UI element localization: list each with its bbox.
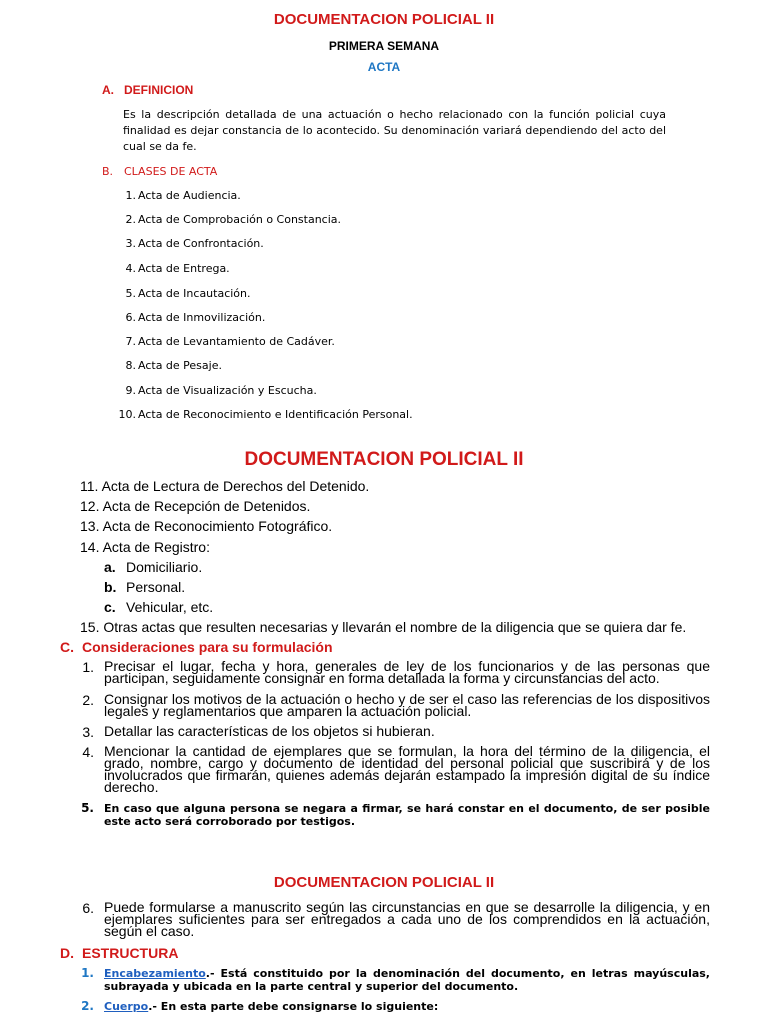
list-item: 7. Acta de Levantamiento de Cadáver. <box>125 335 335 348</box>
encabezamiento-link[interactable]: Encabezamiento <box>104 967 206 980</box>
list-item: 11. Acta de Lectura de Derechos del Detenido. <box>80 478 370 494</box>
sub-list-item: a. Domiciliario. <box>104 559 203 575</box>
acta-classes-list <box>114 189 674 429</box>
list-item: 3. Acta de Confrontación. <box>125 237 264 250</box>
list-item: 13. Acta de Reconocimiento Fotográfico. <box>80 518 333 534</box>
section-d-letter: D. <box>60 945 74 961</box>
section-c-letter: C. <box>60 639 74 655</box>
section-name: ACTA <box>367 60 401 74</box>
cuerpo-link[interactable]: Cuerpo <box>104 1000 149 1013</box>
list-item: 12. Acta de Recepción de Detenidos. <box>80 498 311 514</box>
list-item: 10. Acta de Reconocimiento e Identificación Personal. <box>118 408 413 421</box>
section-d-heading: ESTRUCTURA <box>82 945 179 961</box>
consideration-item: 4. Mencionar la cantidad de ejemplares que se formulan, la hora del término de la diligencia, el grado, nombre, cargo y documento de identidad del personal policial que suscribirá y de los involucrados que firmarán, quienes además dejarán estampado la impresión digital de su índice derecho. <box>82 743 710 795</box>
list-item: 15. Otras actas que resulten necesarias y llevarán el nombre de la diligencia que se quiera dar fe. <box>80 619 687 635</box>
list-item: 6. Acta de Inmovilización. <box>125 311 266 324</box>
week-subtitle: PRIMERA SEMANA <box>328 39 440 53</box>
list-item: 4. Acta de Entrega. <box>125 262 230 275</box>
section-c-heading: Consideraciones para su formulación <box>82 639 333 655</box>
consideration-item: 3. Detallar las características de los objetos si hubieran. <box>82 723 435 740</box>
section-b-letter: B. <box>102 165 114 178</box>
sub-list-item: b. Personal. <box>104 579 186 595</box>
definition-text: Es la descripción detallada de una actuación o hecho relacionado con la función policial cuya finalidad es dejar constancia de lo acontecido. Su denominación variará dependiendo del acto del cual se da fe. <box>123 108 666 153</box>
list-item: 9. Acta de Visualización y Escucha. <box>125 384 317 397</box>
section-a-heading: DEFINICION <box>124 83 194 97</box>
list-item: 14. Acta de Registro: <box>80 539 210 555</box>
list-item: 2. Acta de Comprobación o Constancia. <box>125 213 342 226</box>
section-b-heading: CLASES DE ACTA <box>124 165 218 178</box>
structure-item: 1. Encabezamiento.- Está constituido por la denominación del documento, en letras mayúsculas, subrayada y ubicada en la parte central y superior del documento. <box>81 966 710 993</box>
page-title: DOCUMENTACION POLICIAL II <box>273 11 495 28</box>
list-item: 1. Acta de Audiencia. <box>125 189 241 202</box>
consideration-item: 5. En caso que alguna persona se negara a firmar, se hará constar en el documento, de ser posible este acto será corroborado por testigos. <box>81 801 710 828</box>
list-item: 5. Acta de Incautación. <box>125 287 251 300</box>
consideration-item: 1. Precisar el lugar, fecha y hora, generales de ley de los funcionarios y de las personas que participan, seguidamente consignar en forma detallada la forma y circunstancias del acto. <box>82 658 710 686</box>
page-title: DOCUMENTACION POLICIAL II <box>273 874 495 891</box>
list-item: 8. Acta de Pesaje. <box>125 359 222 372</box>
structure-item: 2. Cuerpo.- En esta parte debe consignarse lo siguiente: <box>81 999 439 1013</box>
consideration-item: 6. Puede formularse a manuscrito según las circunstancias en que se desarrolle la diligencia, y en ejemplares suficientes para ser entregados a cada uno de los comprendidos en la actuación, según el caso. <box>82 899 710 939</box>
consideration-item: 2. Consignar los motivos de la actuación o hecho y de ser el caso las referencias de los dispositivos legales y reglamentarios que amparen la actuación policial. <box>82 691 710 719</box>
page-title: DOCUMENTACION POLICIAL II <box>244 449 524 470</box>
sub-list-item: c. Vehicular, etc. <box>104 599 214 615</box>
section-a-letter: A. <box>102 83 114 97</box>
